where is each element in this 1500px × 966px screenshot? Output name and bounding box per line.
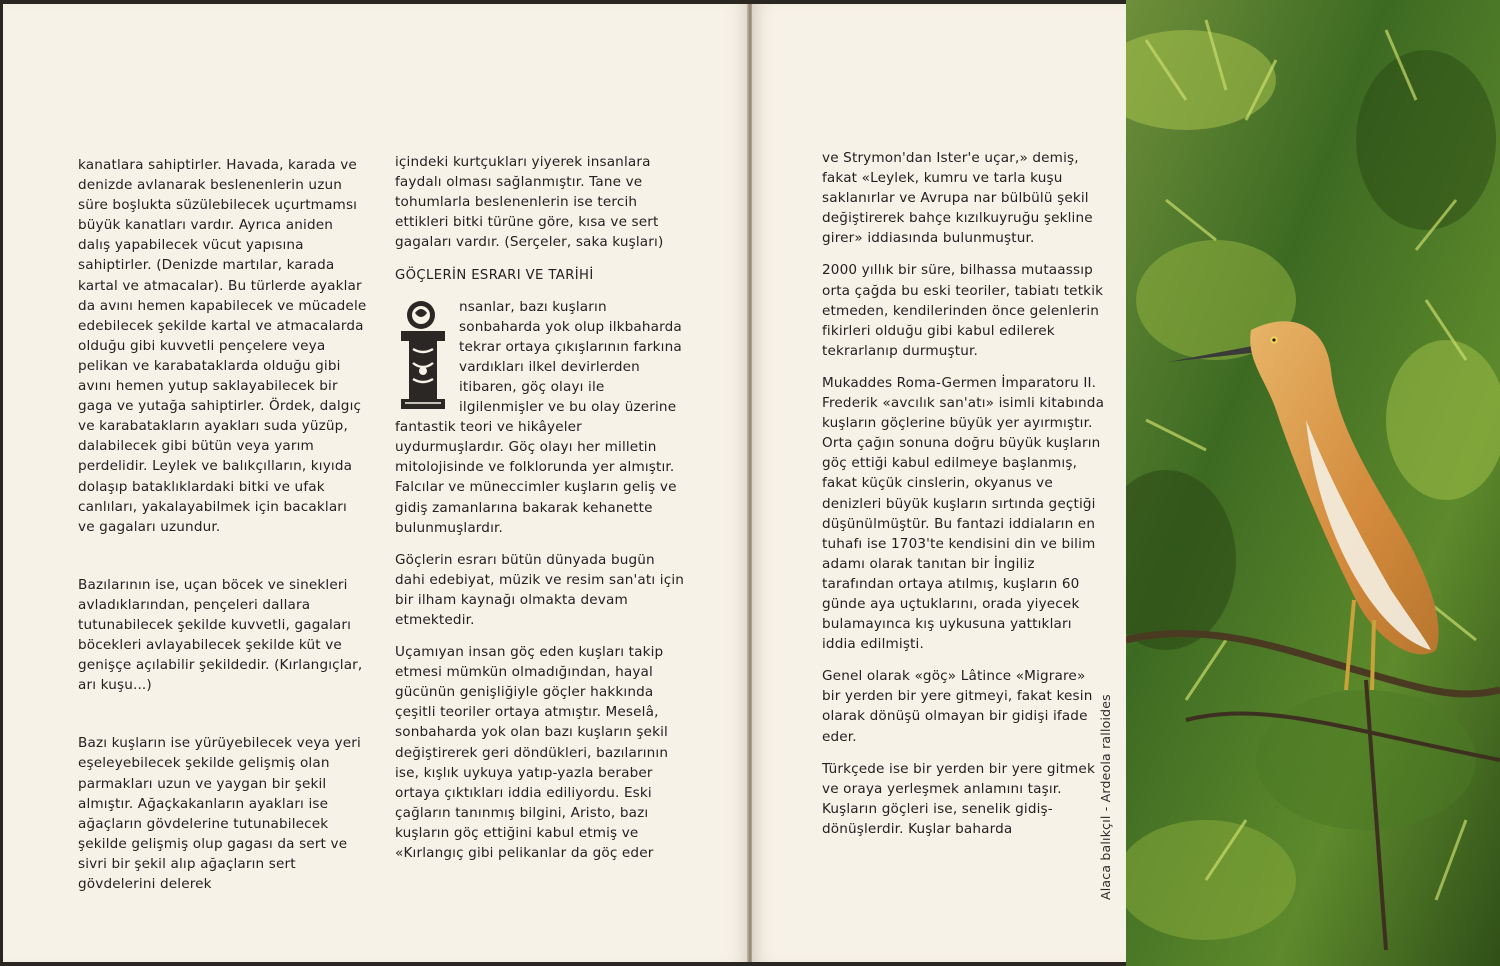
- paragraph: Genel olarak «göç» Lâtince «Migrare» bir yerden bir yere gitmeyi, fakat kesin olarak dönüşü olmayan bir gidişi ifade eder.: [822, 668, 1093, 745]
- section-heading: GÖÇLERİN ESRARI VE TARİHİ: [395, 268, 594, 284]
- paragraph: Mukaddes Roma-Germen İmparatoru II. Frederik «avcılık san'atı» isimli kitabında kuşların göçlerine büyük yer ayırmıştır. Orta çağın sonuna doğru büyük kuşların göç ettiği kabul edilmeye başlanmış, fakat küçük cinslerin, okyanus ve denizleri büyük kuşların sırtında geçtiği düşünülmüştür. Bu fantazi iddiaların en tuhafı ise 1703'te kendisini din ve bilim adamı olarak tanıtan bir İngiliz tarafından ortaya atılmış, kuşların 60 günde aya uçtuklarını, orada yiyecek bulamayınca kış uykusuna yattıkları iddia edilmişti.: [822, 374, 1105, 653]
- right-column: [822, 148, 1107, 839]
- paragraph: kanatlara sahiptirler. Havada, karada ve denizde avlanarak beslenenlerin uzun süre boşlukta süzülebilecek uçurtmamsı büyük kanatları vardır. Ayrıca aniden dalış yapabilecek vücut yapısına sahiptirler. (Denizde martılar, karada kartal ve atmacalar). Bu türlerde ayaklar da avını hemen kapabilecek ve mücadele edebilecek şekilde kartal ve atmacalarda olduğu gibi kuvvetli pençelere veya pelikan ve karabataklarda olduğu gibi avını hemen yutup saklayabilecek bir gaga ve yutağa sahiptirler. Ördek, dalgıç ve karabatakların ayakları suda yüzüp, dalabilecek gibi bütün veya yarım perdelidir. Leylek ve balıkçılların, kıyıda dolaşıp bataklıklardaki bitki ve ufak canlıları, yakalayabilmek için bacakları ve gagaları uzundur.: [78, 157, 367, 535]
- paragraph: Bazı kuşların ise yürüyebilecek veya yeri eşeleyebilecek şekilde gelişmiş olan parmakları uzun ve yaygan bir şekil almıştır. Ağaçkakanların ayakları ise ağaçların gövdelerine tutunabilecek şekilde gelişmiş olup gagası da sert ve sivri bir şekil alıp ağaçların sert gövdelerini delerek: [78, 735, 361, 892]
- ornamental-initial-i-icon: [395, 299, 451, 417]
- paragraph: nsanlar, bazı kuşların sonbaharda yok olup ilkbaharda tekrar ortaya çıkışlarının farkına vardıkları ilkel devirlerden itibaren, göç olayı ile ilgilenmişler ve bu olay üzerine fantastik teori ve hikâyeler uydurmuşlardır. Göç olayı her milletin mitolojisinde ve folklorunda yer almıştır. Falcılar ve müneccimler kuşların geliş ve gidiş zamanlarına bakarak kehanette bulunmuşlardır.: [395, 298, 682, 536]
- paragraph: Göçlerin esrarı bütün dünyada bugün dahi edebiyat, müzik ve resim san'atı için bir ilham kaynağı olmakta devam etmektedir.: [395, 551, 685, 628]
- caption-text: Alaca balıkçıl - Ardeola ralloides: [1098, 694, 1113, 900]
- paragraph: Uçamıyan insan göç eden kuşları takip etmesi mümkün olmadığından, hayal gücünün genişliğiyle göçler hakkında çeşitli teoriler ortaya atmıştır. Meselâ, sonbaharda yok olan bazı kuşların şekil değiştirerek geri döndükleri, bazılarının ise, kışlık uykuya yatıp-yazla beraber ortaya çıktıkları iddia ediliyordu. Eski çağların tanınmış bilgini, Aristo, bazı kuşların göç ettiğini kabul etmiş ve «Kırlangıç gibi pelikanlar da göç eder: [395, 644, 669, 861]
- paragraph: Bazılarının ise, uçan böcek ve sinekleri avladıklarından, pençeleri dallara tutunabilecek şekilde kuvvetli, gagaları böcekleri avlayabilecek şekilde küt ve genişçe açılabilir şekildedir. (Kırlangıçlar, arı kuşu...): [78, 576, 363, 694]
- heron-image: [1126, 0, 1500, 966]
- paragraph: ve Strymon'dan Ister'e uçar,» demiş, fakat «Leylek, kumru ve tarla kuşu saklanırlar ve Avrupa nar bülbülü şekil değiştirerek bahçe kızılkuyruğu şekline girer» iddiasında bulunmuştur.: [822, 150, 1093, 247]
- heron-photo: [1126, 0, 1500, 966]
- paragraph: 2000 yıllık bir süre, bilhassa mutaassıp orta çağda bu eski teoriler, tabiatı tetkik etmeden, kendilerinden önce gelenlerin fikirleri olduğu gibi kabul edilerek tekrarlanıp durmuştur.: [822, 262, 1104, 359]
- paragraph: içindeki kurtçukları yiyerek insanlara faydalı olması sağlanmıştır. Tane ve tohumlarla beslenenlerin ise tercih ettikleri bitki türüne göre, kısa ve sert gagaları vardır. (Serçeler, saka kuşları): [395, 154, 664, 251]
- photo-caption: [1098, 694, 1118, 900]
- paragraph: Türkçede ise bir yerden bir yere gitmek ve oraya yerleşmek anlamını taşır. Kuşların göçleri ise, senelik gidiş-dönüşlerdir. Kuşlar baharda: [822, 760, 1095, 837]
- left-column-1: [78, 155, 368, 894]
- left-column-2: [395, 152, 685, 863]
